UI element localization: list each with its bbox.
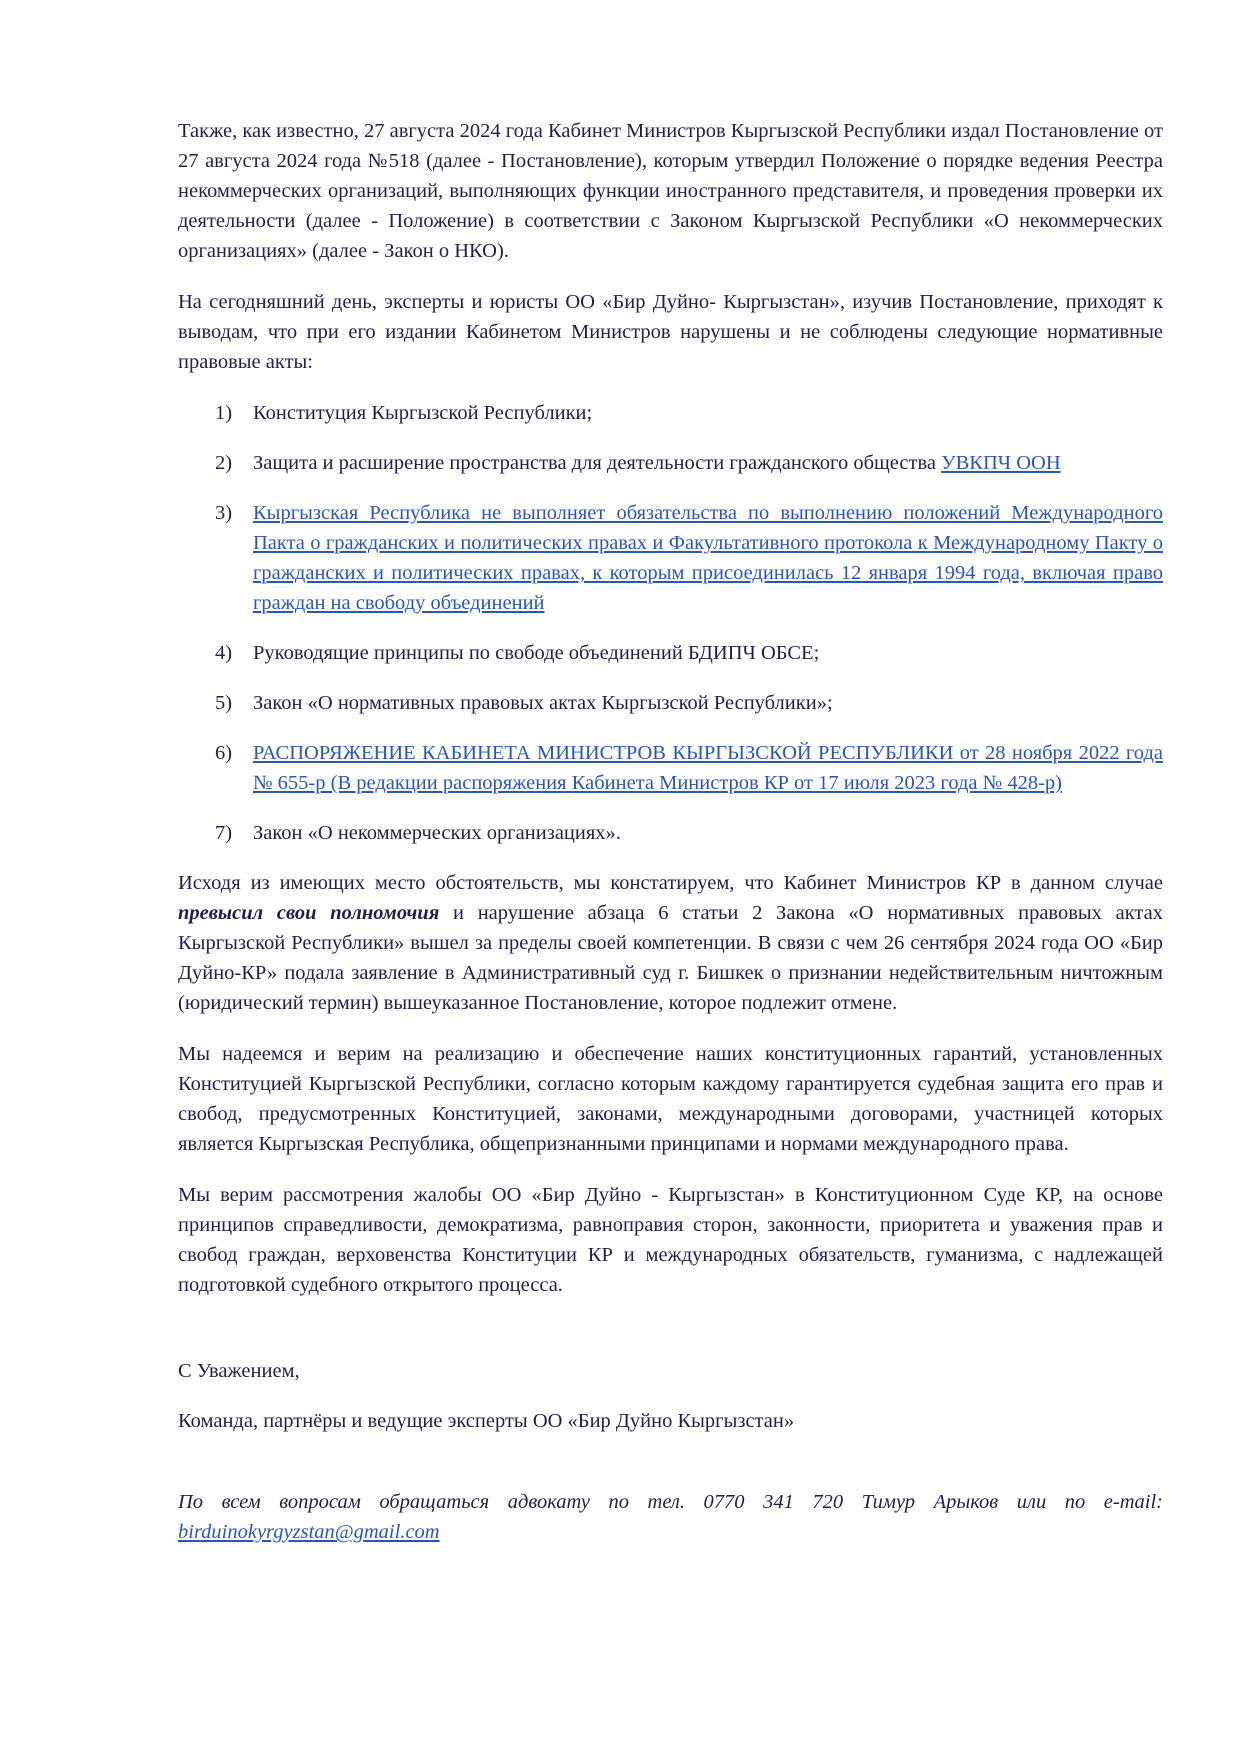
email-link[interactable]: birduinokyrgyzstan@gmail.com [178,1521,440,1543]
contact-footer [178,1487,1163,1547]
list-number: 4) [215,642,233,664]
intro-paragraph: Также, как известно, 27 августа 2024 года Кабинет Министров Кыргызской Республики издал Постановление от 27 августа 2024 года №518 (далее - Постановление), которым утвердил Положение о порядке ведения Реестра некоммерческих организаций, выполняющих функции иностранного представителя, и проведения проверки их деятельности (далее - Положение) в соответствии с Законом Кыргызской Республики «О некоммерческих организациях» (далее - Закон о НКО). [178,120,1163,262]
list-item [178,498,1163,618]
findings-paragraph: На сегодняшний день, эксперты и юристы ОО «Бир Дуйно- Кыргызстан», изучив Постановление, приходят к выводам, что при его издании Кабинетом Министров нарушены и не соблюдены следующие нормативные правовые акты: [178,291,1163,373]
signature: Команда, партнёры и ведущие эксперты ОО «Бир Дуйно Кыргызстан» [178,1410,795,1432]
list-number: 5) [215,692,233,714]
belief-paragraph: Мы верим рассмотрения жалобы ОО «Бир Дуйно - Кыргызстан» в Конституционном Суде КР, на основе принципов справедливости, демократизма, равноправия сторон, законности, приоритета и уважения прав и свобод граждан, верховенства Конституции КР и международных обязательств, гуманизма, с надлежащей подготовкой судебного открытого процесса. [178,1184,1163,1296]
conclusion-paragraph [178,868,1163,1018]
list-item-text: Закон «О некоммерческих организациях». [253,822,621,844]
emphasis-text: превысил свои полномочия [178,902,440,924]
hope-paragraph: Мы надеемся и верим на реализацию и обеспечение наших конституционных гарантий, установленных Конституцией Кыргызской Республики, согласно которым каждому гарантируется судебная защита его прав и свобод, предусмотренных Конституцией, законами, международными договорами, участницей которых является Кыргызская Республика, общепризнанными принципами и нормами международного права. [178,1043,1163,1155]
list-number: 7) [215,822,233,844]
ohchr-link[interactable]: УВКПЧ ООН [941,452,1061,474]
list-item [178,818,1163,848]
list-number: 1) [215,402,233,424]
greeting: С Уважением, [178,1360,300,1382]
list-item [178,638,1163,668]
violated-acts-list [178,398,1163,848]
conclusion-text-start: Исходя из имеющих место обстоятельств, мы констатируем, что Кабинет Министров КР в данном случае [178,872,1163,894]
cabinet-order-link[interactable]: РАСПОРЯЖЕНИЕ КАБИНЕТА МИНИСТРОВ КЫРГЫЗСКОЙ РЕСПУБЛИКИ от 28 ноября 2022 года № 655-р (В редакции распоряжения Кабинета Министров КР от 17 июля 2023 года № 428-р) [253,742,1163,794]
conclusion-text-end: и нарушение абзаца 6 статьи 2 Закона «О нормативных правовых актах Кыргызской Республики» вышел за пределы своей компетенции. В связи с чем 26 сентября 2024 года ОО «Бир Дуйно-КР» подала заявление в Административный суд г. Бишкек о признании недействительным ничтожным (юридический термин) вышеуказанное Постановление, которое подлежит отмене. [178,902,1163,1014]
letter-body [178,116,1163,1547]
list-item-text: Руководящие принципы по свободе объединений БДИПЧ ОБСЕ; [253,642,820,664]
contact-text: По всем вопросам обращаться адвокату по тел. 0770 341 720 Тимур Арыков или по e-mail: [178,1491,1163,1513]
iccpr-link[interactable]: Кыргызская Республика не выполняет обязательства по выполнению положений Международного Пакта о гражданских и политических правах и Факультативного протокола к Международному Пакту о гражданских и политических правах, к которым присоединилась 12 января 1994 года, включая право граждан на свободу объединений [253,502,1163,614]
list-number: 6) [215,742,233,764]
list-item-text: Конституция Кыргызской Республики; [253,402,593,424]
list-item-text: Закон «О нормативных правовых актах Кыргызской Республики»; [253,692,833,714]
list-item [178,688,1163,718]
list-item-text: Защита и расширение пространства для деятельности гражданского общества [253,452,942,474]
list-number: 3) [215,502,233,524]
list-item [178,738,1163,798]
list-item [178,448,1163,478]
list-item [178,398,1163,428]
list-number: 2) [215,452,233,474]
